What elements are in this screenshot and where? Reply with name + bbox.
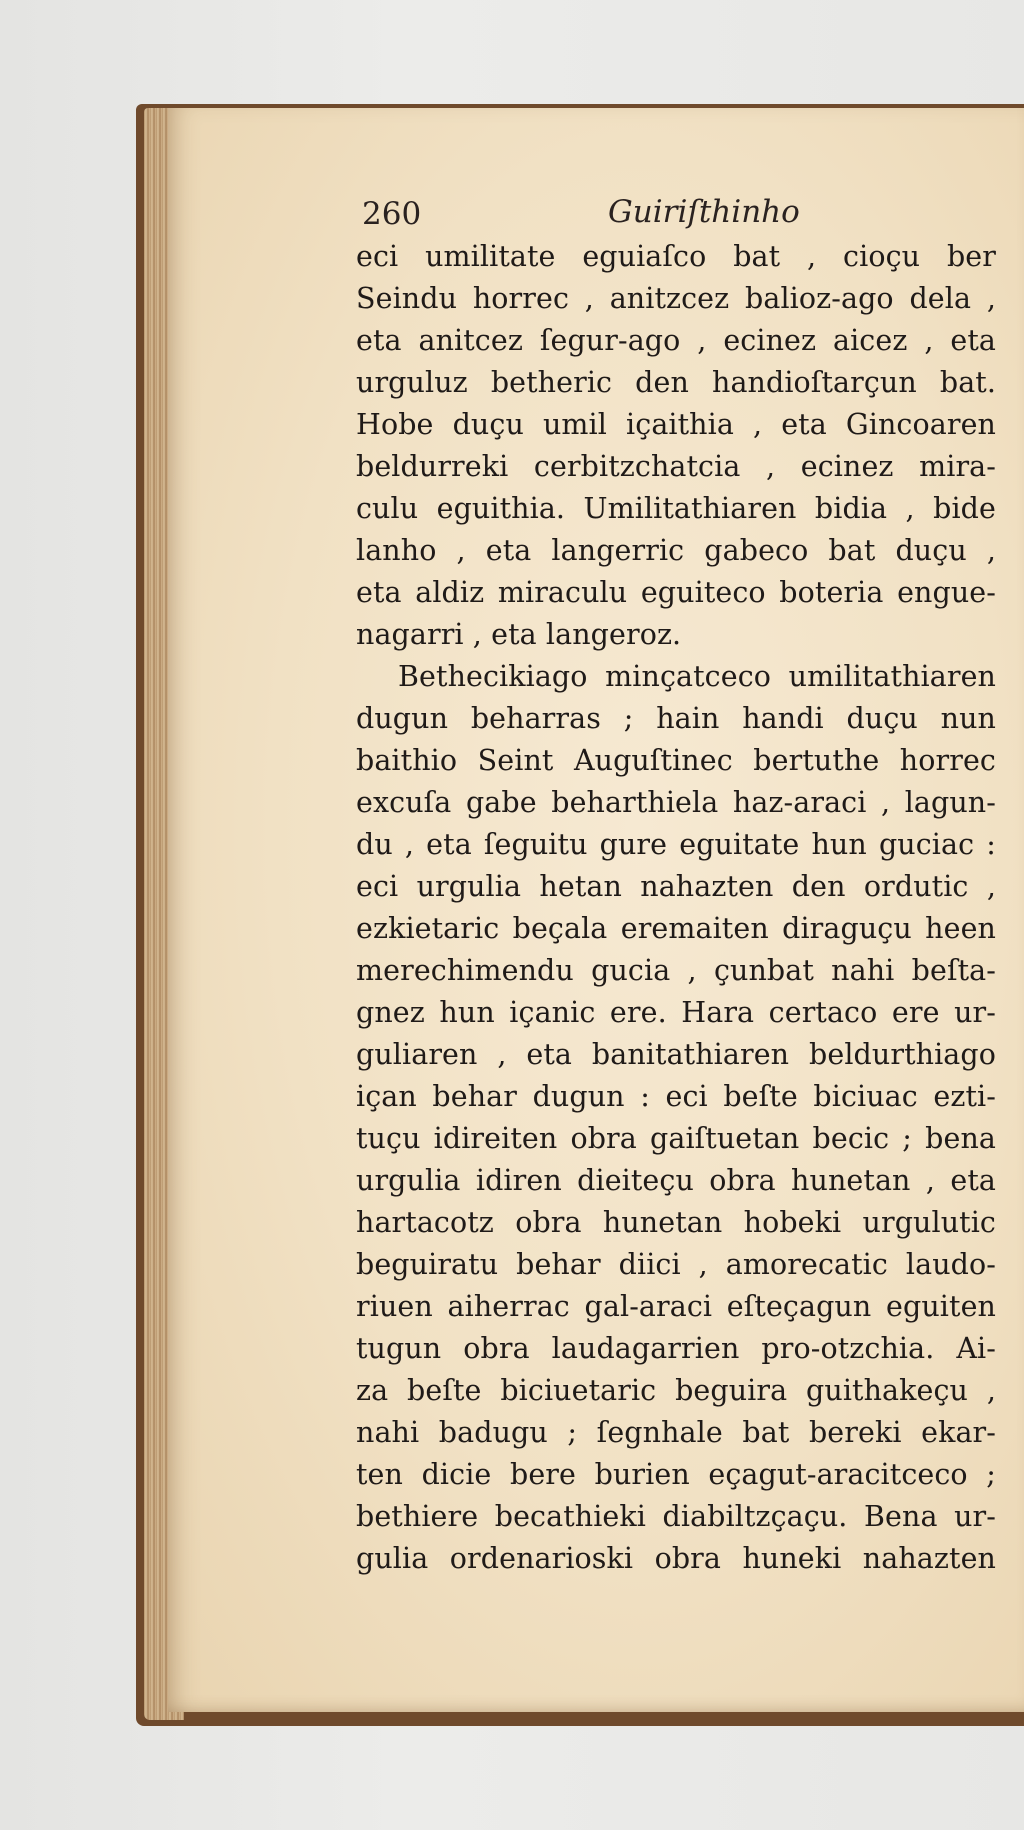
text-line: baithio Seint Auguſtinec bertuthe horrec bbox=[356, 744, 996, 777]
text-line: Seindu horrec , anitzcez balioz-ago dela , bbox=[356, 282, 996, 315]
text-line: içan behar dugun : eci beſte biciuac ezti- bbox=[356, 1080, 996, 1113]
text-line: eci urgulia hetan nahazten den ordutic , bbox=[356, 870, 996, 903]
text-line: ten dicie bere burien eçagut-aracitceco ; bbox=[356, 1458, 996, 1491]
text-line: za beſte biciuetaric beguira guithakeçu , bbox=[356, 1374, 996, 1407]
text-line: beguiratu behar diici , amorecatic laudo- bbox=[356, 1248, 996, 1281]
text-line: tugun obra laudagarrien pro-otzchia. Ai- bbox=[356, 1332, 996, 1365]
text-line: dugun beharras ; hain handi duçu nun bbox=[356, 702, 996, 735]
text-line: nahi badugu ; ſegnhale bat bereki ekar- bbox=[356, 1416, 996, 1449]
running-title: Guiriſthinho bbox=[608, 194, 800, 230]
text-line: nagarri , eta langeroz. bbox=[356, 618, 682, 651]
text-line: urguluz betheric den handioſtarçun bat. bbox=[356, 366, 996, 399]
text-line: riuen aiherrac gal-araci eſteçagun eguiten bbox=[356, 1290, 996, 1323]
text-line: Bethecikiago minçatceco umilitathiaren bbox=[398, 660, 996, 693]
page-number: 260 bbox=[362, 196, 422, 232]
text-line: bethiere becathieki diabiltzçaçu. Bena ur- bbox=[356, 1500, 996, 1533]
text-line: gnez hun içanic ere. Hara certaco ere ur- bbox=[356, 996, 996, 1029]
text-line: gulia ordenarioski obra huneki nahazten bbox=[356, 1542, 996, 1575]
text-line: du , eta ſeguitu gure eguitate hun guciac : bbox=[356, 828, 996, 861]
text-line: urgulia idiren dieiteçu obra hunetan , eta bbox=[356, 1164, 996, 1197]
text-line: ezkietaric beçala eremaiten diraguçu heen bbox=[356, 912, 996, 945]
text-line: hartacotz obra hunetan hobeki urgulutic bbox=[356, 1206, 996, 1239]
text-line: eta anitcez ſegur-ago , ecinez aicez , eta bbox=[356, 324, 996, 357]
text-line: merechimendu gucia , çunbat nahi beſta- bbox=[356, 954, 996, 987]
text-line: tuçu idireiten obra gaiſtuetan becic ; bena bbox=[356, 1122, 996, 1155]
running-head bbox=[362, 196, 802, 236]
text-line: Hobe duçu umil içaithia , eta Gincoaren bbox=[356, 408, 996, 441]
text-line: culu eguithia. Umilitathiaren bidia , bide bbox=[356, 492, 996, 525]
text-line: lanho , eta langerric gabeco bat duçu , bbox=[356, 534, 996, 567]
text-line: beldurreki cerbitzchatcia , ecinez mira- bbox=[356, 450, 996, 483]
text-line: eta aldiz miraculu eguiteco boteria engue- bbox=[356, 576, 996, 609]
text-line: excuſa gabe beharthiela haz-araci , lagun- bbox=[356, 786, 996, 819]
text-line: guliaren , eta banitathiaren beldurthiago bbox=[356, 1038, 996, 1071]
body-text bbox=[356, 236, 996, 1580]
text-line: eci umilitate eguiaſco bat , cioçu ber bbox=[356, 240, 996, 273]
